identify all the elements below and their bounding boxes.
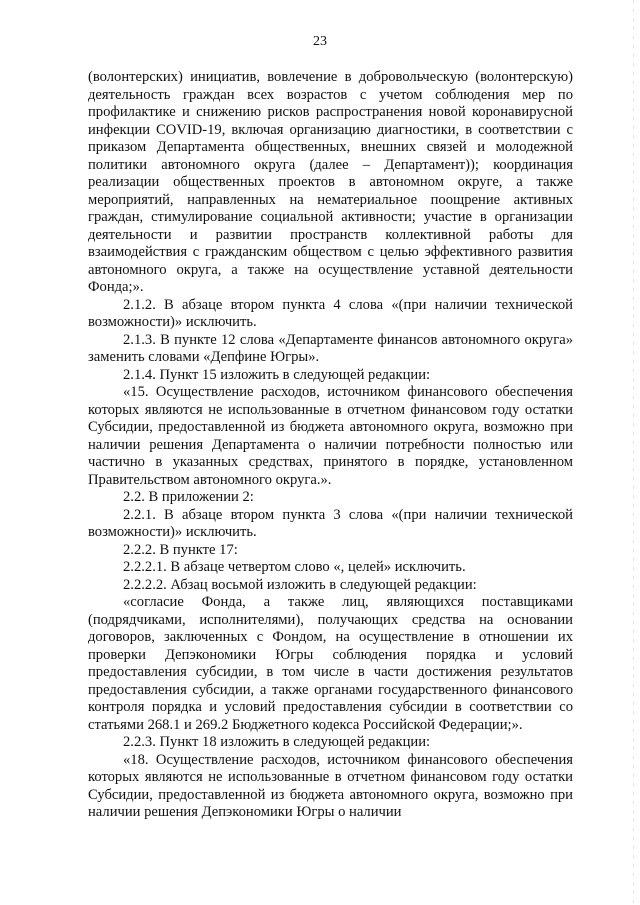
- paragraph-consent-quote: «согласие Фонда, а также лиц, являющихся поставщиками (подрядчиками, исполнителями), получающих средства на основании договоров, заключенных с Фондом, на осуществление в отношении их проверки Депэкономики Югры соблюдения порядка и условий предоставления субсидии, в том числе в части достижения результатов предоставления субсидии, а также органами государственного финансового контроля порядка и условий предоставления субсидии в соответствии со статьями 268.1 и 269.2 Бюджетного кодекса Российской Федерации;».: [88, 594, 573, 733]
- paragraph-item-15: «15. Осуществление расходов, источником финансового обеспечения которых являются не использованные в отчетном финансовом году остатки Субсидии, предоставленной из бюджета автономного округа, возможно при наличии решения Департамента о наличии потребности полностью или частично в указанных средствах, принятого в порядке, установленном Правительством автономного округа.».: [88, 384, 573, 488]
- paragraph-2-2-1: 2.2.1. В абзаце втором пункта 3 слова «(при наличии технической возможности)» исключить.: [88, 506, 573, 540]
- paragraph-2-1-4: 2.1.4. Пункт 15 изложить в следующей редакции:: [123, 366, 431, 383]
- paragraph-2-2-3: 2.2.3. Пункт 18 изложить в следующей редакции:: [123, 734, 431, 750]
- document-body: [88, 69, 573, 822]
- page-number: 23: [313, 34, 327, 49]
- paragraph-2-1-2: 2.1.2. В абзаце втором пункта 4 слова «(при наличии технической возможности)» исключить.: [88, 296, 573, 330]
- paragraph-continuation: (волонтерских) инициатив, вовлечение в добровольческую (волонтерскую) деятельность граждан всех возрастов с учетом соблюдения мер по профилактике и снижению рисков распространения новой коронавирусной инфекции COVID-19, включая организацию диагностики, в соответствии с приказом Департамента общественных, внешних связей и молодежной политики автономного округа (далее – Департамент)); координация реализации общественных проектов в автономном округе, а также мероприятий, направленных на нематериальное поощрение активных граждан, стимулирование социальной активности; участие в организации деятельности и развитии пространств коллективной работы для взаимодействия с гражданским обществом с целью эффективного развития автономного округа, а также на осуществление уставной деятельности Фонда;».: [88, 69, 573, 295]
- paragraph-item-18: «18. Осуществление расходов, источником финансового обеспечения которых являются не использованные в отчетном финансовом году остатки Субсидии, предоставленной из бюджета автономного округа, возможно при наличии решения Депэкономики Югры о наличии: [88, 751, 573, 820]
- paragraph-2-2-2-2: 2.2.2.2. Абзац восьмой изложить в следующей редакции:: [123, 576, 477, 593]
- paragraph-2-2: 2.2. В приложении 2:: [123, 489, 254, 505]
- paragraph-2-1-3: 2.1.3. В пункте 12 слова «Департаменте финансов автономного округа» заменить словами «Депфине Югры».: [88, 331, 573, 365]
- scan-edge-artifact: [633, 0, 634, 905]
- paragraph-2-2-2: 2.2.2. В пункте 17:: [123, 541, 238, 558]
- paragraph-2-2-2-1: 2.2.2.1. В абзаце четвертом слово «, целей» исключить.: [123, 559, 466, 575]
